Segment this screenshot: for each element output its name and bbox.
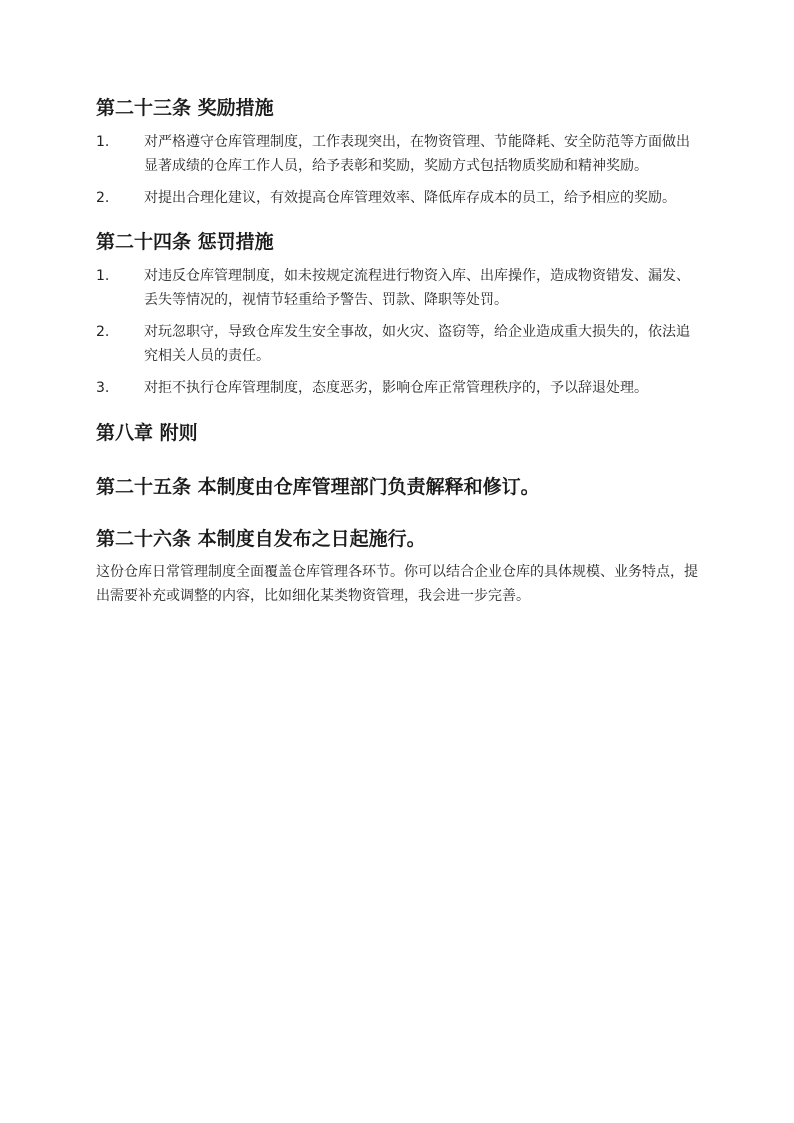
list-item [96, 320, 700, 368]
list-item-text: 对严格遵守仓库管理制度，工作表现突出，在物资管理、节能降耗、安全防范等方面做出显著成绩的仓库工作人员，给予表彰和奖励，奖励方式包括物质奖励和精神奖励。 [144, 134, 690, 174]
list-item-text: 对提出合理化建议，有效提高仓库管理效率、降低库存成本的员工，给予相应的奖励。 [144, 190, 676, 206]
list-item-number: 2. [96, 324, 110, 340]
list-item-number: 2. [96, 190, 110, 206]
chapter-8-heading: 第八章 附则 [96, 422, 198, 444]
list-item-number: 3. [96, 380, 110, 396]
closing-paragraph: 这份仓库日常管理制度全面覆盖仓库管理各环节。你可以结合企业仓库的具体规模、业务特点，提出需要补充或调整的内容，比如细化某类物资管理，我会进一步完善。 [96, 564, 698, 604]
article-25-heading: 第二十五条 本制度由仓库管理部门负责解释和修订。 [96, 476, 540, 498]
reward-list [96, 130, 700, 210]
article-24-heading: 第二十四条 惩罚措施 [96, 231, 274, 253]
list-item-number: 1. [96, 134, 110, 150]
document-page [96, 94, 700, 608]
penalty-list [96, 264, 700, 400]
list-item [96, 376, 700, 400]
list-item [96, 264, 700, 312]
list-item-number: 1. [96, 268, 110, 284]
list-item-text: 对违反仓库管理制度，如未按规定流程进行物资入库、出库操作，造成物资错发、漏发、丢失等情况的，视情节轻重给予警告、罚款、降职等处罚。 [144, 268, 690, 308]
list-item [96, 186, 700, 210]
article-23-heading: 第二十三条 奖励措施 [96, 97, 274, 119]
list-item [96, 130, 700, 178]
article-26-heading: 第二十六条 本制度自发布之日起施行。 [96, 528, 426, 550]
list-item-text: 对玩忽职守，导致仓库发生安全事故，如火灾、盗窃等，给企业造成重大损失的，依法追究相关人员的责任。 [144, 324, 690, 364]
list-item-text: 对拒不执行仓库管理制度，态度恶劣，影响仓库正常管理秩序的，予以辞退处理。 [144, 380, 648, 396]
